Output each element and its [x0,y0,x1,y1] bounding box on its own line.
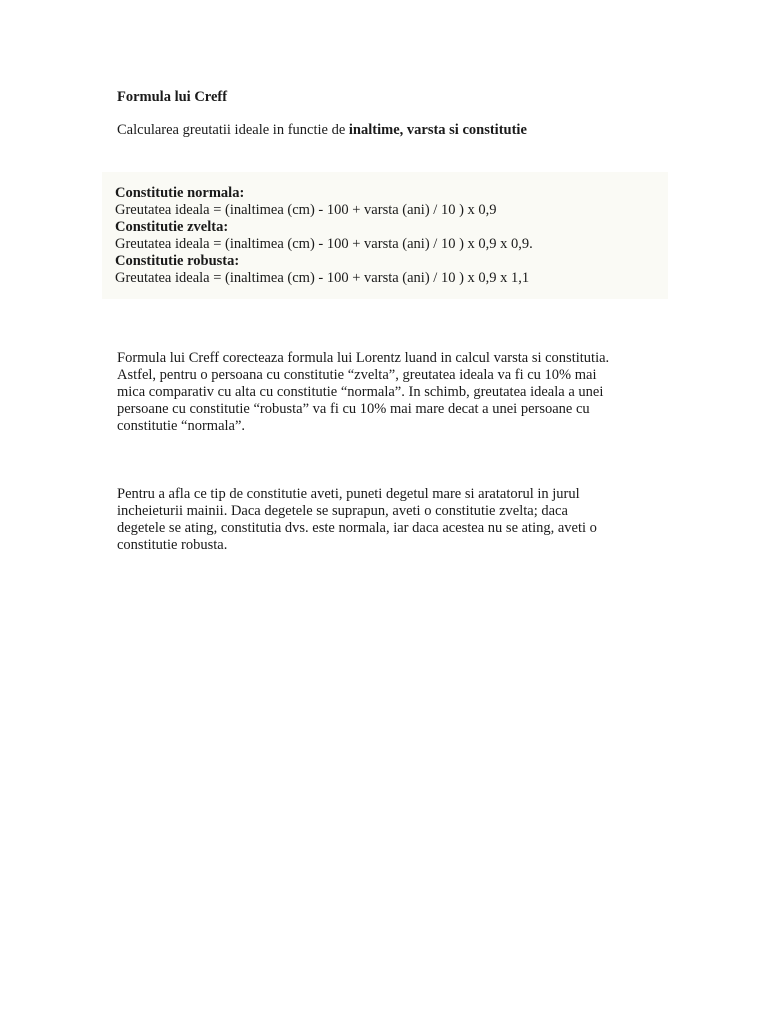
paragraph-constitution-test [117,486,657,554]
formula-robusta: Greutatea ideala = (inaltimea (cm) - 100 + varsta (ani) / 10 ) x 0,9 x 1,1 [115,270,530,286]
paragraph-line: Formula lui Creff corecteaza formula lui Lorentz luand in calcul varsta si constitutia. [117,350,610,366]
paragraph-line: constitutie “normala”. [117,418,246,434]
formula-box [102,172,668,299]
formula-zvelta: Greutatea ideala = (inaltimea (cm) - 100 + varsta (ani) / 10 ) x 0,9 x 0,9. [115,236,533,252]
formula-label-zvelta: Constitutie zvelta: [115,219,229,235]
paragraph-line: constitutie robusta. [117,537,228,553]
paragraph-line: degetele se ating, constitutia dvs. este normala, iar daca acestea nu se ating, aveti o [117,520,597,536]
paragraph-line: persoane cu constitutie “robusta” va fi cu 10% mai mare decat a unei persoane cu [117,401,590,417]
subtitle-prefix: Calcularea greutatii ideale in functie de [117,122,349,138]
paragraph-line: Astfel, pentru o persoana cu constitutie “zvelta”, greutatea ideala va fi cu 10% mai [117,367,597,383]
subtitle-bold: inaltime, varsta si constitutie [348,122,527,138]
subtitle [117,121,527,139]
paragraph-line: Pentru a afla ce tip de constitutie aveti, puneti degetul mare si aratatorul in jurul [117,486,580,502]
paragraph-line: incheieturii mainii. Daca degetele se suprapun, aveti o constitutie zvelta; daca [117,503,568,519]
formula-label-robusta: Constitutie robusta: [115,253,240,269]
paragraph-creff-explanation [117,350,657,435]
page-title: Formula lui Creff [117,89,228,105]
formula-normala: Greutatea ideala = (inaltimea (cm) - 100 + varsta (ani) / 10 ) x 0,9 [115,202,497,218]
formula-label-normala: Constitutie normala: [115,185,245,201]
paragraph-line: mica comparativ cu alta cu constitutie “normala”. In schimb, greutatea ideala a unei [117,384,604,400]
